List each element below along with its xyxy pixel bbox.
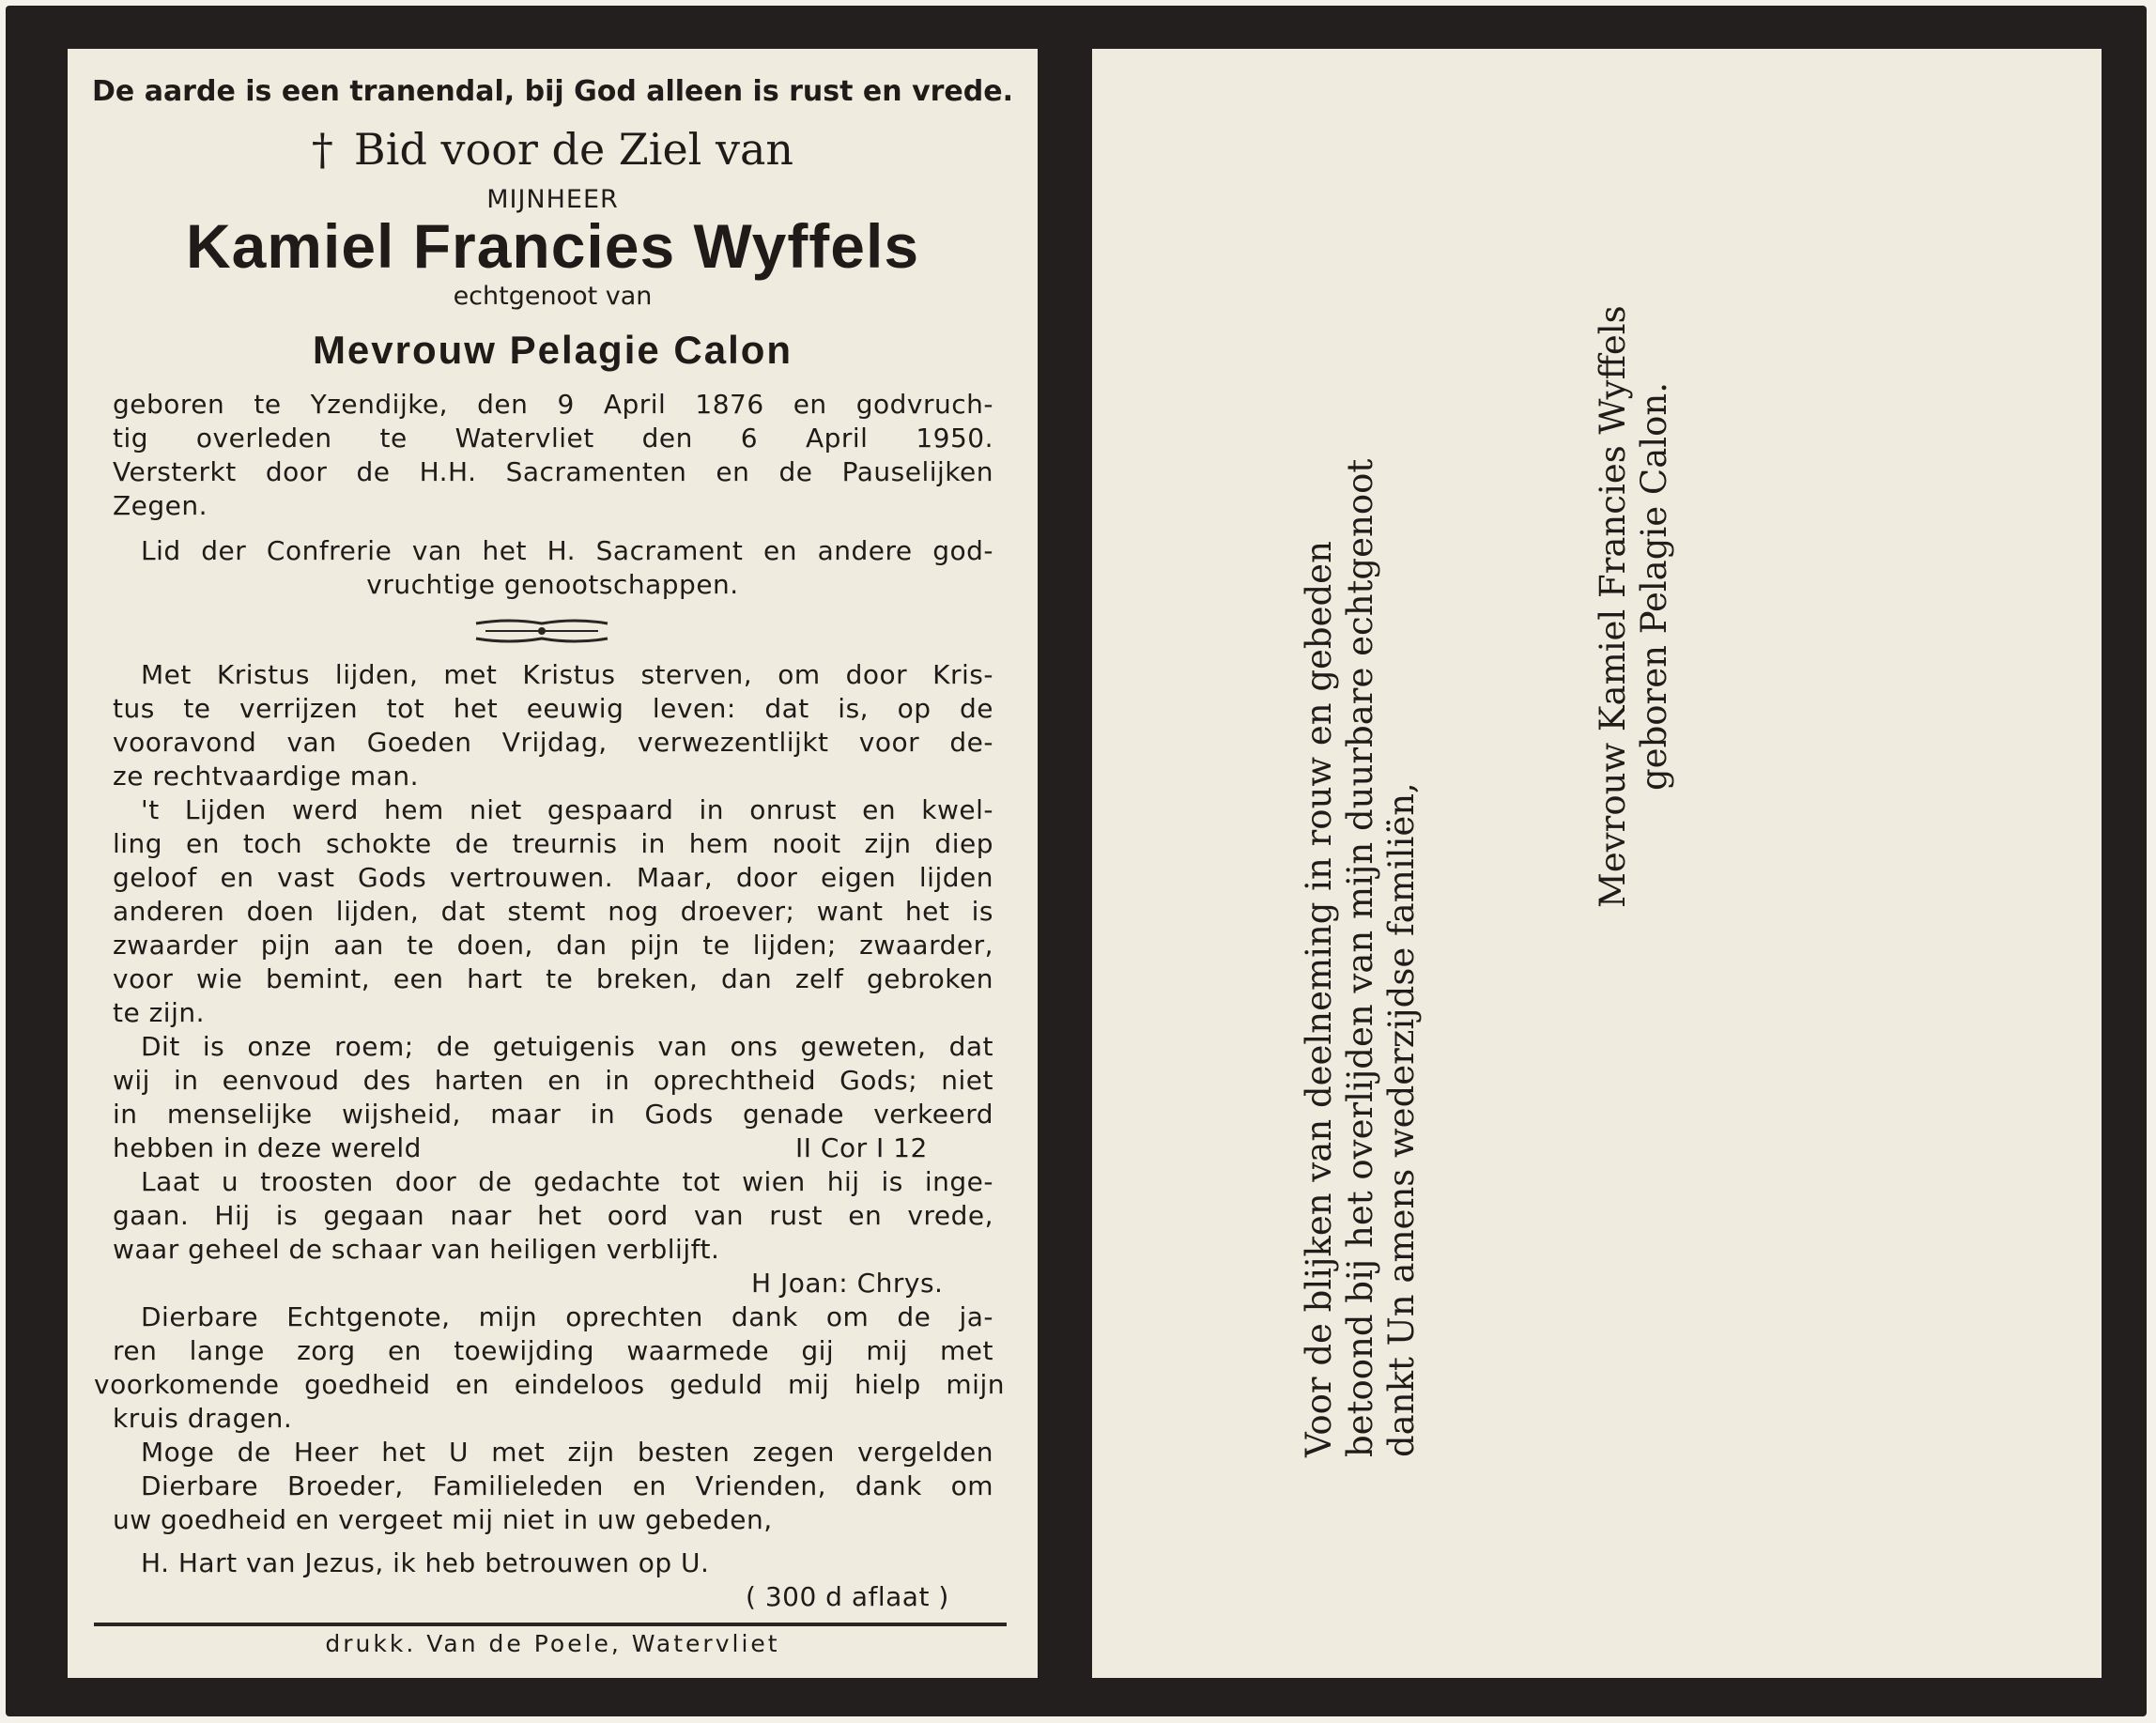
motto: De aarde is een tranendal, bij God alleen is rust en vrede. [92, 75, 1013, 108]
text-line: tus te verrijzen tot het eeuwig leven: dat is, op de [113, 693, 993, 724]
right-page [1092, 49, 2102, 1678]
bottom-rule [94, 1623, 1007, 1626]
text-line: kruis dragen. [113, 1403, 293, 1434]
thanks-line: Voor de blijken van deelneming in rouw en gebeden [1299, 541, 1339, 1457]
text-line: voor wie bemint, een hart te breken, dan zelf gebroken [113, 963, 993, 994]
text-line: ling en toch schokte de treurnis in hem nooit zijn diep [113, 828, 993, 859]
bio-line: Zegen. [113, 490, 208, 521]
text-line: ren lange zorg en toewijding waarmede gij mij met [113, 1335, 993, 1366]
prayer-heading [68, 124, 1038, 175]
text-line: geloof en vast Gods vertrouwen. Maar, door eigen lijden [113, 862, 993, 893]
honorific: MIJNHEER [486, 185, 619, 214]
thanks-line: dankt Un amens wederzijdse familiën, [1381, 782, 1422, 1457]
quote-attribution: H Joan: Chrys. [751, 1268, 944, 1299]
printer-credit: drukk. Van de Poele, Watervliet [325, 1630, 780, 1657]
text-line: in menselijke wijsheid, maar in Gods genade verkeerd [113, 1099, 993, 1130]
indulgence-note: ( 300 d aflaat ) [746, 1581, 949, 1612]
text-line: vooravond van Goeden Vrijdag, verwezentlijkt voor de- [113, 727, 993, 758]
signature-line: Mevrouw Kamiel Francies Wyffels [1593, 305, 1633, 908]
text-line: Laat u troosten door de gedachte tot wien hij is inge- [141, 1166, 993, 1197]
text-line: Dierbare Broeder, Familieleden en Vrienden, dank om [141, 1470, 993, 1501]
text-line: Dierbare Echtgenote, mijn oprechten dank om de ja- [141, 1301, 993, 1332]
confrerie-line: Lid der Confrerie van het H. Sacrament en andere god- [141, 535, 993, 566]
text-line: waar geheel de schaar van heiligen verblijft. [113, 1234, 720, 1265]
text-line: Moge de Heer het U met zijn besten zegen vergelden [141, 1437, 993, 1468]
confrerie-line: vruchtige genootschappen. [366, 569, 739, 600]
deceased-name: Kamiel Francies Wyffels [185, 211, 920, 281]
spouse-name: Mevrouw Pelagie Calon [312, 328, 793, 372]
text-line: 't Lijden werd hem niet gespaard in onrust en kwel- [141, 794, 993, 825]
text-line: zwaarder pijn aan te doen, dan pijn te lijden; zwaarder, [113, 930, 993, 961]
text-line: ze rechtvaardige man. [113, 761, 420, 792]
text-line: anderen doen lijden, dat stemt nog droever; want het is [113, 896, 993, 927]
closing-prayer: H. Hart van Jezus, ik heb betrouwen op U. [141, 1547, 710, 1578]
text-line: hebben in deze wereld [113, 1132, 422, 1163]
ornament-divider-icon [471, 612, 612, 650]
text-line: Dit is onze roem; de getuigenis van ons geweten, dat [141, 1031, 993, 1062]
bio-line: geboren te Yzendijke, den 9 April 1876 en godvruch- [113, 389, 993, 420]
scripture-reference: II Cor I 12 [795, 1132, 928, 1163]
bio-line: Versterkt door de H.H. Sacramenten en de Pauselijken [113, 456, 993, 487]
thanks-line: betoond bij het overlijden van mijn duurbare echtgenoot [1340, 458, 1380, 1457]
text-line: wij in eenvoud des harten en in oprechtheid Gods; niet [113, 1065, 993, 1096]
text-line: gaan. Hij is gegaan naar het oord van rust en vrede, [113, 1200, 993, 1231]
text-line: uw goedheid en vergeet mij niet in uw gebeden, [113, 1504, 773, 1535]
prayer-text: Bid voor de Ziel van [353, 124, 794, 175]
cross-icon: † [311, 124, 333, 175]
text-line: voorkomende goedheid en eindeloos geduld mij hielp mijn [94, 1369, 1005, 1400]
text-line: Met Kristus lijden, met Kristus sterven, om door Kris- [141, 659, 993, 690]
bio-line: tig overleden te Watervliet den 6 April 1950. [113, 423, 993, 454]
text-line: te zijn. [113, 997, 206, 1028]
spouse-intro: echtgenoot van [453, 282, 653, 311]
signature-line: geboren Pelagie Calon. [1634, 382, 1674, 791]
left-page [68, 49, 1038, 1678]
